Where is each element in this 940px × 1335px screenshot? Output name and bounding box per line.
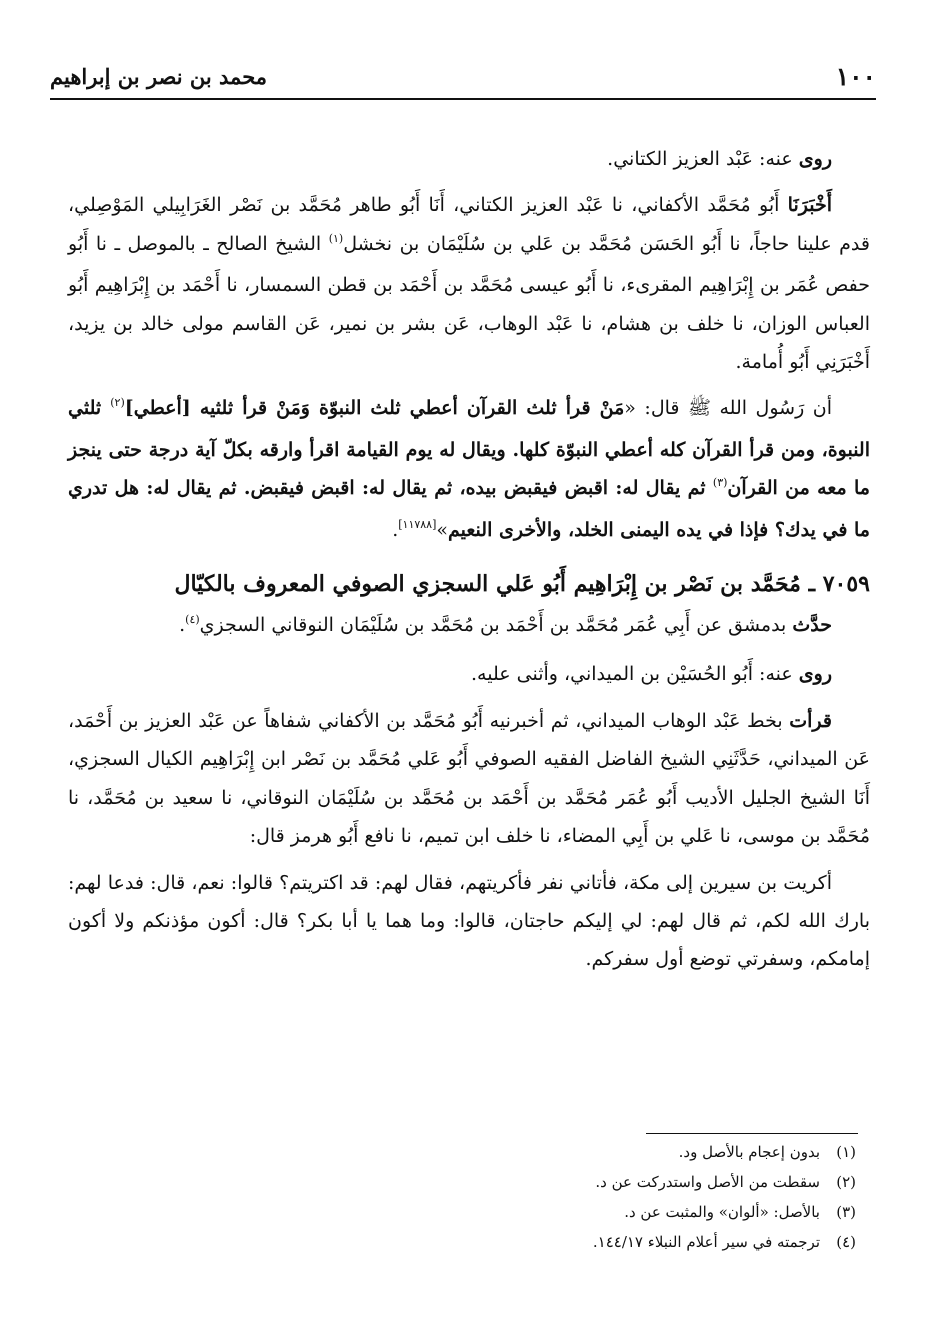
footnote-reference: (١) xyxy=(328,231,344,245)
page-number: ١٠٠ xyxy=(835,62,876,91)
footnote-marker: (٤) xyxy=(836,1233,856,1251)
paragraph-lead-word: روى xyxy=(798,663,832,686)
paragraph-text: أن رَسُول الله ﷺ قال: « xyxy=(624,397,833,420)
footnote xyxy=(68,1137,856,1167)
paragraph-text: . xyxy=(179,614,186,637)
paragraph-text: » xyxy=(436,518,448,541)
hadith-text: ثم يقال له: اقبض فيقبض بيده، ثم يقال له: اقبض فيقبض. ثم يقال له: هل تدري ما في يدك؟ فإذا في يده اليمنى الخلد، والأخرى النعيم xyxy=(68,477,870,541)
footnote xyxy=(68,1197,856,1227)
hadith-paragraph xyxy=(68,389,870,552)
footnotes xyxy=(68,1137,856,1257)
hadith-number: [١١٧٨٨] xyxy=(398,517,437,531)
footnote-text: سقطت من الأصل واستدركت عن د. xyxy=(595,1173,820,1191)
footnote-text: ترجمته في سير أعلام النبلاء ١٤٤/١٧. xyxy=(592,1233,820,1251)
paragraph-text: عنه: أَبُو الحُسَيْن بن الميداني، وأثنى عليه. xyxy=(471,663,799,686)
footnote-marker: (٢) xyxy=(836,1173,856,1191)
narrative-paragraph: أكريت بن سيرين إلى مكة، فأتاني نفر فأكريتهم، فقال لهم: قد اكتريتم؟ قالوا: نعم، قال: فدعا لهم: بارك الله لكم، ثم قال لهم: لي إليكم حاجتان، قالوا: وما هما يا أبا بكر؟ قال: أكون مؤذنكم ولا أكون إمامكم، وسفرتي توضع أول سفركم. xyxy=(68,871,870,971)
footnote-marker: (١) xyxy=(836,1143,856,1161)
entry-heading: ٧٠٥٩ ـ مُحَمَّد بن نَصْر بن إِبْرَاهِيم أَبُو عَلي السجزي الصوفي المعروف بالكيّال xyxy=(174,571,870,598)
footnote-text: بدون إعجام بالأصل ود. xyxy=(678,1143,820,1161)
footnote-reference: (٤) xyxy=(185,613,200,627)
footnote-reference: (٢) xyxy=(110,396,125,410)
paragraph-text: بدمشق عن أَبِي عُمَر مُحَمَّد بن أَحْمَد بن مُحَمَّد بن سُلَيْمَان النوقاني السجزي xyxy=(199,614,793,637)
paragraph-text: . xyxy=(392,518,399,541)
paragraph-lead-word: قرأت xyxy=(789,709,832,732)
header-rule xyxy=(50,98,876,100)
paragraph-lead-word: أَخْبَرَنَا xyxy=(787,194,832,217)
narrator-paragraph xyxy=(68,140,870,178)
footnote xyxy=(68,1167,856,1197)
paragraph-text: الشيخ الصالح ـ بالموصل ـ نا أَبُو حفص عُمَر بن إِبْرَاهِيم المقرىء، نا أَبُو عيسى مُحَمَّد بن أَحْمَد بن قطن السمسار، نا أَحْمَد بن إِبْرَاهِيم أَبُو العباس الوزان، نا خلف بن هشام، نا عَبْد الوهاب، عَن بشر بن نمير، عَن القاسم مولى خالد بن يزيد، أَخْبَرَنِي أَبُو أُمامة. xyxy=(68,232,870,374)
paragraph-text: بخط عَبْد الوهاب الميداني، ثم أخبرنيه أَبُو مُحَمَّد بن الأكفاني شفاهاً عن عَبْد العزيز بن أَحْمَد، عَن الميداني، حَدَّثَنِي الشيخ الفاضل الفقيه الصوفي أَبُو عَلي مُحَمَّد بن نَصْر ابن إِبْرَاهِيم الكيال السجزي، أَنَا الشيخ الجليل الأديب أَبُو عُمَر مُحَمَّد بن أَحْمَد بن مُحَمَّد بن سُلَيْمَان النوقاني، نا سعيد بن مُحَمَّد، نا مُحَمَّد بن موسى، نا عَلي بن أَبِي المضاء، نا خلف ابن تميم، نا نافع أَبُو هرمز قال: xyxy=(68,709,870,848)
footnote-marker: (٣) xyxy=(836,1203,856,1221)
isnad-paragraph xyxy=(68,702,870,856)
paragraph-text: عنه: عَبْد العزيز الكتاني. xyxy=(607,148,799,170)
paragraph-lead-word: حدَّث xyxy=(792,614,832,637)
footnote xyxy=(68,1227,856,1257)
biography-paragraph xyxy=(68,606,870,647)
paragraph-text: أَبُو مُحَمَّد الأكفاني، نا عَبْد العزيز الكتاني، أَنَا أَبُو طاهر مُحَمَّد بن نَصْر الغَرَابِيلي المَوْصِلي، قدم علينا حاجاً، نا أَبُو الحَسَن مُحَمَّد بن عَلي بن سُلَيْمَان بن نخشل xyxy=(68,194,870,255)
isnad-paragraph xyxy=(68,186,870,381)
main-text xyxy=(68,140,870,979)
running-title: محمد بن نصر بن إبراهيم xyxy=(50,64,268,89)
footnote-text: بالأصل: «ألوان» والمثبت عن د. xyxy=(624,1203,820,1221)
paragraph-lead-word: روى xyxy=(798,148,832,170)
page-header xyxy=(50,58,876,92)
narrator-paragraph xyxy=(68,655,870,693)
hadith-text: مَنْ قرأ ثلث القرآن أعطي ثلث النبوّة وَمَنْ قرأ ثلثيه [أعطي] xyxy=(124,397,625,420)
footnote-reference: (٣) xyxy=(712,476,728,490)
hadith-text: ثلثي النبوة، ومن قرأ القرآن كله أعطي النبوّة كلها. ويقال له يوم القيامة اقرأ وارقه بكلّ آية درجة حتى ينجز ما معه من القرآن xyxy=(68,397,870,500)
footnote-separator xyxy=(646,1133,858,1134)
